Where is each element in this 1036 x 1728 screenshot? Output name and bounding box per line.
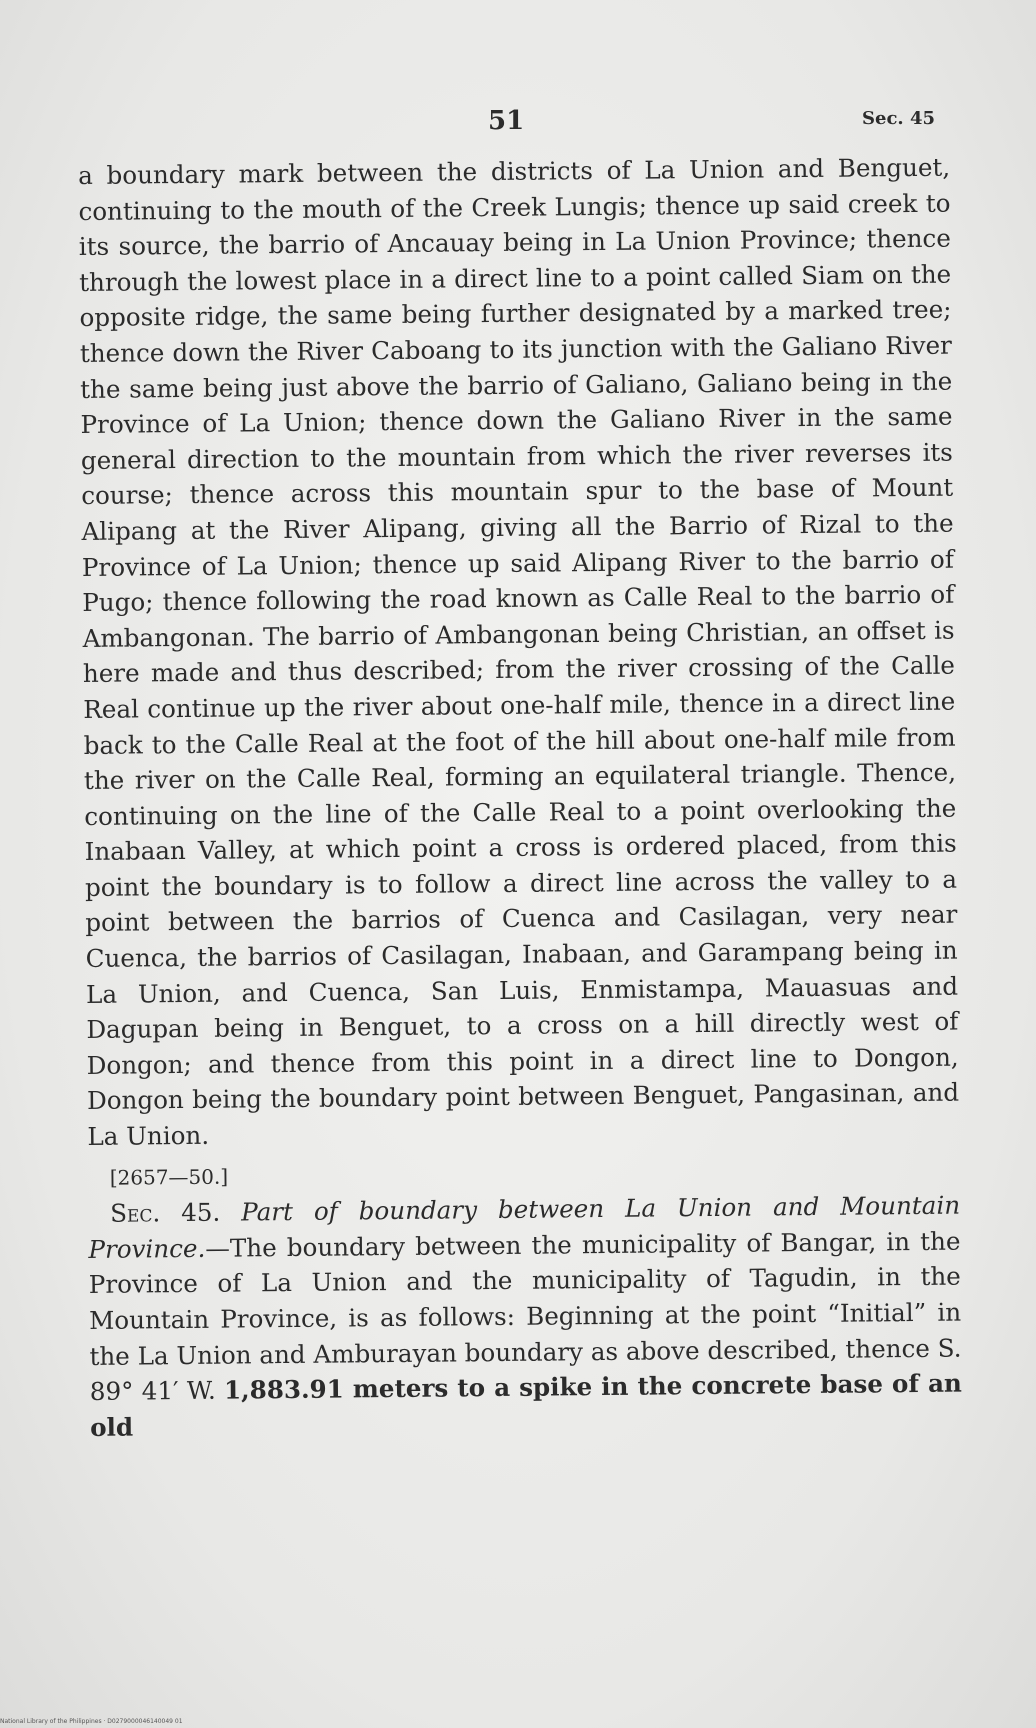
section-title: Part of boundary between La Union and Mountain Province. xyxy=(88,1190,961,1264)
boundary-paragraph: a boundary mark between the districts of La Union and Benguet, continuing to the mouth of the Creek Lungis; thence up said creek to its source, the barrio of Ancauay being in La Union Province; thence through the lowest place in a direct line to a point called Siam on the opposite ridge, the same being further designated by a marked tree; thence down the River Caboang to its junction with the Galiano River the same being just above the barrio of Galiano, Galiano being in the Province of La Union; thence down the Galiano River in the same general direction to the mountain from which the river reverses its course; thence across this mountain spur to the base of Mount Alipang at the River Alipang, giving all the Barrio of Rizal to the Province of La Union; thence up said Alipang River to the barrio of Pugo; thence following the road known as Calle Real to the barrio of Ambangonan. The barrio of Ambangonan being Christian, an offset is here made and thus described; from the river crossing of the Calle Real continue up the river about one-half mile, thence in a direct line back to the Calle Real at the foot of the hill about one-half mile from the river on the Calle Real, forming an equilateral triangle. Thence, continuing on the line of the Calle Real to a point overlooking the Inabaan Valley, at which point a cross is ordered placed, from this point the boundary is to follow a direct line across the valley to a point between the barrios of Cuenca and Casilagan, very near Cuenca, the barrios of Casilagan, Inabaan, and Garampang being in La Union, and Cuenca, San Luis, Enmistampa, Mauasuas and Dagupan being in Benguet, to a cross on a hill directly west of Dongon; and thence from this point in a direct line to Dongon, Dongon being the boundary point between Benguet, Pangasinan, and La Union. xyxy=(78,152,960,1151)
page-header xyxy=(0,106,1036,146)
section-text-end: 1,883.91 meters to a spike in the concrete base of an old xyxy=(90,1368,962,1442)
section-45-paragraph xyxy=(88,1188,962,1446)
section-reference: Sec. 45 xyxy=(862,108,935,129)
section-text: —The boundary between the municipality of Bangar, in the Province of La Union and the municipality of Tagudin, in the Mountain Province, is as follows: Beginning at the point “Initial” in the La Union and Amburayan boundary as above described, thence S. 89° 41′ W. xyxy=(88,1226,962,1407)
citation: [2657—50.] xyxy=(109,1164,229,1190)
body-text xyxy=(78,150,962,1446)
scan-watermark: National Library of the Philippines · D0279000046140049 01 xyxy=(0,1718,183,1725)
page-number: 51 xyxy=(488,106,525,136)
section-label: Sec. 45. xyxy=(109,1197,221,1228)
